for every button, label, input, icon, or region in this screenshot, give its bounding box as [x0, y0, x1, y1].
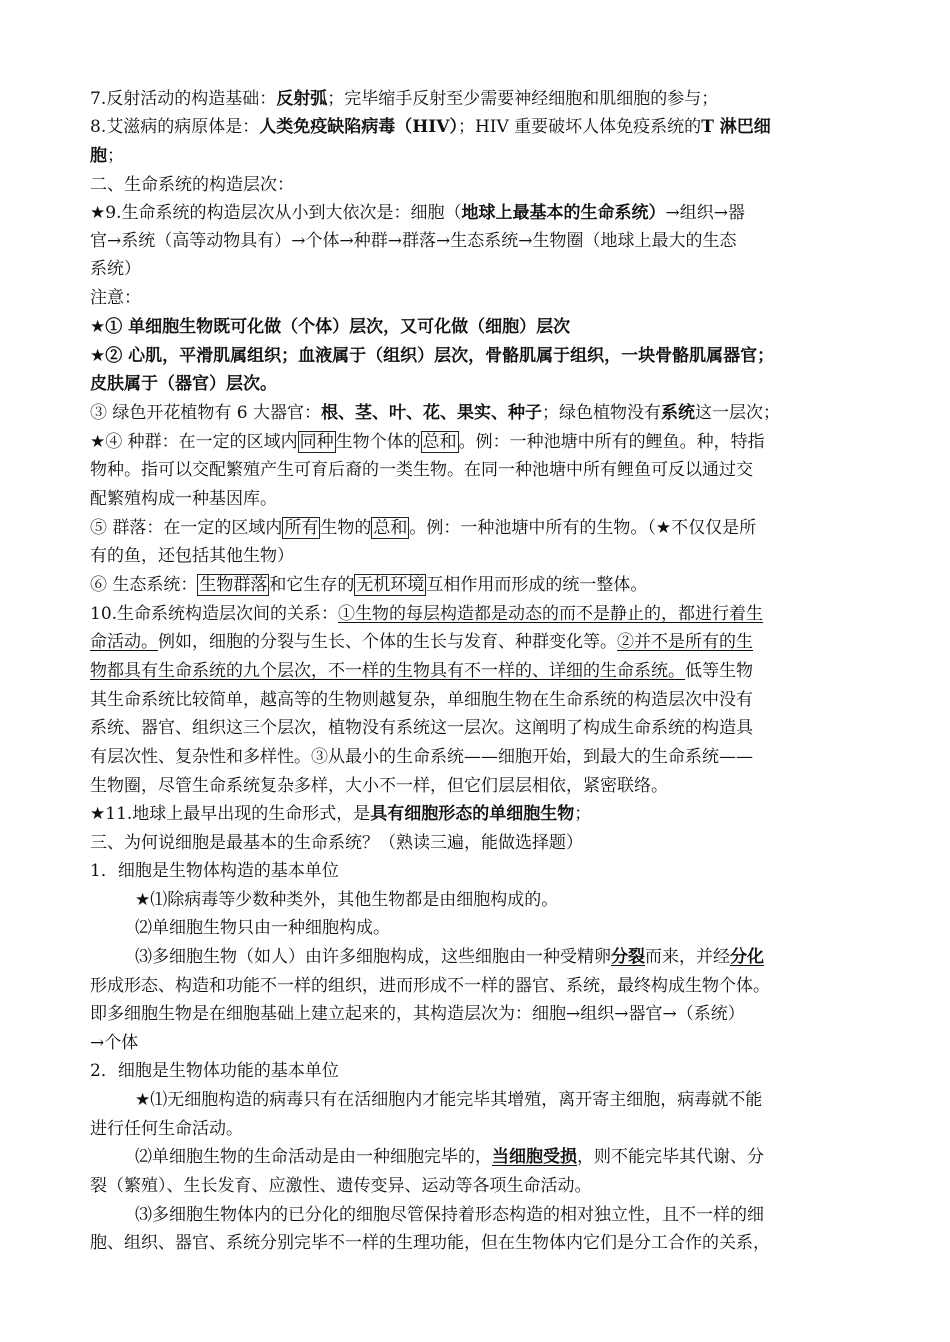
text-line	[90, 572, 647, 598]
text-span: 1．细胞是生物体构造的基本单位	[90, 861, 339, 881]
text-span: 其生命系统比较简单，越高等的生物则越复杂，单细胞生物在生命系统的构造层次中没有	[90, 690, 753, 710]
text-line	[90, 515, 756, 541]
star-icon: ★	[90, 203, 106, 223]
text-span: 2．细胞是生物体功能的基本单位	[90, 1061, 339, 1081]
boxed-term: 所有	[284, 518, 319, 538]
text-span: ；绿色植物没有	[542, 403, 662, 423]
text-span: 分裂	[611, 947, 645, 967]
text-span: ；HIV 重要破坏人体免疫系统的	[457, 117, 702, 137]
text-span: 命活动。	[90, 632, 158, 652]
text-line	[90, 773, 668, 799]
text-line	[90, 1116, 243, 1142]
text-span: 根、茎、叶、花、果实、种子	[321, 403, 543, 423]
star-icon: ★	[135, 1090, 151, 1110]
text-span: 例如，细胞的分裂与生长、个体的生长与发育、种群变化等。	[158, 632, 617, 652]
star-icon: ★	[90, 432, 106, 452]
text-span: 互相作用而形成的统一整体。	[426, 575, 648, 595]
text-span: 有层次性、复杂性和多样性。③从最小的生命系统——细胞开始，到最大的生命系统——	[90, 747, 753, 767]
text-span: 当细胞受损	[492, 1147, 577, 1167]
text-span: 11.地球上最早出现的生命形式，是	[105, 804, 371, 824]
text-span: 反射弧	[276, 89, 328, 109]
text-span: 形成形态、构造和功能不一样的组织，进而形成不一样的器官、系统，最终构成生物个体。	[90, 976, 770, 996]
text-span: →组织→器	[665, 203, 745, 223]
text-line	[135, 1087, 762, 1113]
text-span: ；完毕缩手反射至少需要神经细胞和肌细胞的参与；	[327, 89, 719, 109]
text-span: 裂（繁殖）、生长发育、应激性、遗传变异、运动等各项生命活动。	[90, 1176, 592, 1196]
text-span: ，则不能完毕其代谢、分	[577, 1147, 764, 1167]
text-line	[90, 858, 339, 884]
text-line	[90, 114, 771, 140]
text-span: 进行任何生命活动。	[90, 1119, 243, 1139]
text-span: 官→系统（高等动物具有）→个体→种群→群落→生态系统→生物圈（地球上最大的生态	[90, 231, 737, 251]
text-span: 8.艾滋病的病原体是：	[90, 117, 260, 137]
text-line	[90, 1173, 592, 1199]
text-span: 配繁殖构成一种基因库。	[90, 489, 277, 509]
text-span: 物种。指可以交配繁殖产生可育后裔的一类生物。在同一种池塘中所有鲤鱼可反以通过交	[90, 460, 753, 480]
text-span: 地球上最基本的生命系统）	[461, 203, 666, 223]
star-icon: ★	[655, 518, 672, 538]
text-span: 。例：一种池塘中所有的生物。（	[409, 518, 656, 538]
text-span: 即多细胞生物是在细胞基础上建立起来的，其构造层次为：细胞→组织→器官→（系统）	[90, 1004, 745, 1024]
text-line	[135, 915, 390, 941]
text-span: ；	[107, 146, 124, 166]
text-span: 三、为何说细胞是最基本的生命系统？（熟读三遍，能做选择题）	[90, 833, 583, 853]
text-line	[90, 658, 753, 684]
text-span: ③ 绿色开花植物有 6 大器官：	[90, 403, 322, 423]
text-span: ⑴除病毒等少数种类外，其他生物都是由细胞构成的。	[150, 890, 559, 910]
boxed-term: 同种	[299, 432, 334, 452]
text-span: 二、生命系统的构造层次：	[90, 175, 294, 195]
text-span: 系统	[661, 403, 696, 423]
text-line	[135, 887, 558, 913]
text-span: 系统、器官、组织这三个层次，植物没有系统这一层次。这阐明了构成生命系统的构造具	[90, 718, 753, 738]
text-line	[90, 256, 141, 282]
text-line	[90, 200, 745, 226]
text-line	[90, 285, 141, 311]
text-span: 9.生命系统的构造层次从小到大依次是：细胞（	[105, 203, 462, 223]
text-line	[90, 830, 583, 856]
text-line	[90, 744, 753, 770]
text-span: ⑶多细胞生物体内的已分化的细胞尽管保持着形态构造的相对独立性，且不一样的细	[135, 1205, 764, 1225]
text-span: ⑴无细胞构造的病毒只有在活细胞内才能完毕其增殖，离开寄主细胞，病毒就不能	[150, 1090, 763, 1110]
text-span: 这一层次；	[695, 403, 781, 423]
text-span: ⑥ 生态系统：	[90, 575, 198, 595]
text-line	[90, 629, 753, 655]
text-line	[90, 143, 124, 169]
text-span: 胞	[90, 146, 107, 166]
text-span: 生物圈，尽管生命系统复杂多样，大小不一样，但它们层层相依，紧密联络。	[90, 776, 668, 796]
star-icon: ★	[90, 317, 106, 337]
text-line	[90, 486, 277, 512]
boxed-term: 无机环境	[356, 575, 425, 595]
text-span: ⑤ 群落：在一定的区域内	[90, 518, 283, 538]
text-line	[90, 314, 570, 340]
text-span: ④ 种群：在一定的区域内	[105, 432, 298, 452]
text-span: 人类免疫缺陷病毒（HIV）	[259, 117, 458, 137]
text-span: 10.生命系统构造层次间的关系：	[90, 604, 339, 624]
boxed-term: 总和	[373, 518, 408, 538]
boxed-term: 生物群落	[199, 575, 268, 595]
text-line	[90, 228, 736, 254]
text-span: 皮肤属于（器官）层次。	[90, 374, 277, 394]
text-span: ⑵单细胞生物的生命活动是由一种细胞完毕的，	[135, 1147, 492, 1167]
text-line	[90, 1230, 770, 1256]
text-span: ② 心肌，平滑肌属组织；血液属于（组织）层次，骨骼肌属于组织，一块骨骼肌属器官；	[105, 346, 775, 366]
text-line	[90, 687, 753, 713]
text-span: 不仅仅是所	[671, 518, 757, 538]
text-span: T 淋巴细	[701, 117, 771, 137]
text-span: 7.反射活动的构造基础：	[90, 89, 277, 109]
text-line	[90, 343, 774, 369]
text-line	[90, 1001, 745, 1027]
text-line	[90, 400, 780, 426]
text-span: ；	[574, 804, 592, 824]
text-span: ①生物的每层构造都是动态的而不是静止的，都进行着生	[338, 604, 764, 624]
text-span: 具有细胞形态的单细胞生物	[370, 804, 575, 824]
text-line	[135, 1202, 764, 1228]
text-line	[90, 1030, 138, 1056]
text-span: 。例：一种池塘中所有的鲤鱼。种，特指	[458, 432, 765, 452]
text-span: ⑵单细胞生物只由一种细胞构成。	[135, 918, 390, 938]
text-span: 和它生存的	[269, 575, 355, 595]
text-span: 有的鱼，还包括其他生物）	[90, 546, 294, 566]
text-line	[90, 715, 753, 741]
text-span: 分化	[730, 947, 764, 967]
text-line	[90, 973, 770, 999]
text-span: ⑶多细胞生物（如人）由许多细胞构成，这些细胞由一种受精卵	[135, 947, 611, 967]
boxed-term: 总和	[422, 432, 457, 452]
text-line	[135, 944, 764, 970]
text-span: ① 单细胞生物既可化做（个体）层次，又可化做（细胞）层次	[105, 317, 571, 337]
star-icon: ★	[90, 804, 106, 824]
text-line	[135, 1144, 764, 1170]
star-icon: ★	[90, 346, 106, 366]
text-span: 物都具有生命系统的九个层次，不一样的生物具有不一样的、详细的生命系统。	[90, 661, 685, 681]
text-line	[90, 601, 763, 627]
text-span: 生物的	[320, 518, 372, 538]
text-span: 胞、组织、器官、系统分别完毕不一样的生理功能，但在生物体内它们是分工合作的关系，	[90, 1233, 770, 1253]
text-span: →个体	[90, 1033, 139, 1053]
text-line	[90, 1058, 339, 1084]
text-line	[90, 457, 753, 483]
text-span: 生物个体的	[335, 432, 421, 452]
text-line	[90, 543, 294, 569]
text-span: 注意：	[90, 288, 141, 308]
text-span: 低等生物	[685, 661, 753, 681]
text-line	[90, 429, 765, 455]
text-line	[90, 86, 718, 112]
text-line	[90, 801, 591, 827]
star-icon: ★	[135, 890, 151, 910]
text-span: ②并不是所有的生	[617, 632, 753, 652]
text-span: 而来，并经	[645, 947, 730, 967]
text-line	[90, 371, 277, 397]
text-line	[90, 172, 294, 198]
text-span: 系统）	[90, 259, 141, 279]
